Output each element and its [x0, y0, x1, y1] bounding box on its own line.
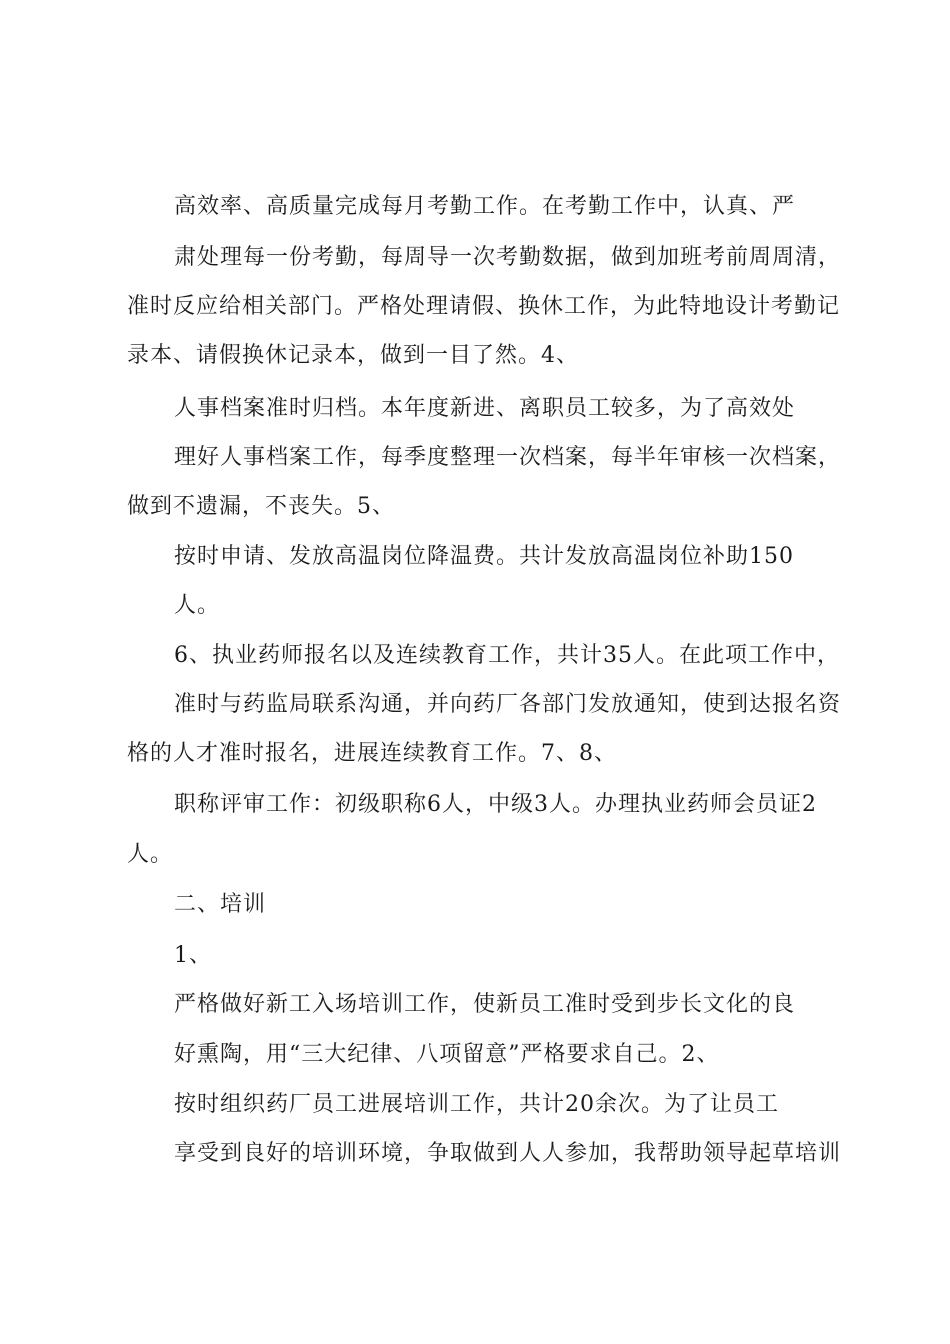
text-line: 6、执业药师报名以及连续教育工作，共计35人。在此项工作中， — [174, 643, 840, 668]
text-line: 做到不遗漏，不丧失。5、 — [127, 494, 395, 519]
text-line: 人。 — [174, 593, 221, 618]
section-heading: 二、培训 — [174, 892, 267, 917]
text-line: 肃处理每一份考勤，每周导一次考勤数据，做到加班考前周周清， — [174, 245, 842, 270]
text-line: 好熏陶，用“三大纪律、八项留意”严格要求自己。2、 — [174, 1042, 720, 1067]
text-line: 高效率、高质量完成每月考勤工作。在考勤工作中，认真、严 — [174, 194, 796, 219]
text-line: 准时反应给相关部门。严格处理请假、换休工作，为此特地设计考勤记 — [127, 294, 841, 319]
text-line: 理好人事档案工作，每季度整理一次档案，每半年审核一次档案， — [174, 445, 842, 470]
text-line: 录本、请假换休记录本，做到一目了然。4、 — [127, 343, 579, 368]
text-line: 按时申请、发放高温岗位降温费。共计发放高温岗位补助150 — [174, 544, 794, 569]
text-line: 按时组织药厂员工进展培训工作，共计20余次。为了让员工 — [174, 1092, 779, 1117]
text-line: 严格做好新工入场培训工作，使新员工准时受到步长文化的良 — [174, 992, 796, 1017]
text-line: 准时与药监局联系沟通，并向药厂各部门发放通知，使到达报名资 — [174, 692, 842, 717]
text-line: 人事档案准时归档。本年度新进、离职员工较多，为了高效处 — [174, 396, 796, 421]
text-line: 享受到良好的培训环境，争取做到人人参加，我帮助领导起草培训 — [174, 1141, 842, 1166]
text-line: 职称评审工作：初级职称6人，中级3人。办理执业药师会员证2 — [174, 792, 817, 817]
text-line: 格的人才准时报名，进展连续教育工作。7、8、 — [127, 741, 617, 766]
text-line: 人。 — [127, 842, 174, 867]
text-line: 1、 — [174, 943, 212, 968]
